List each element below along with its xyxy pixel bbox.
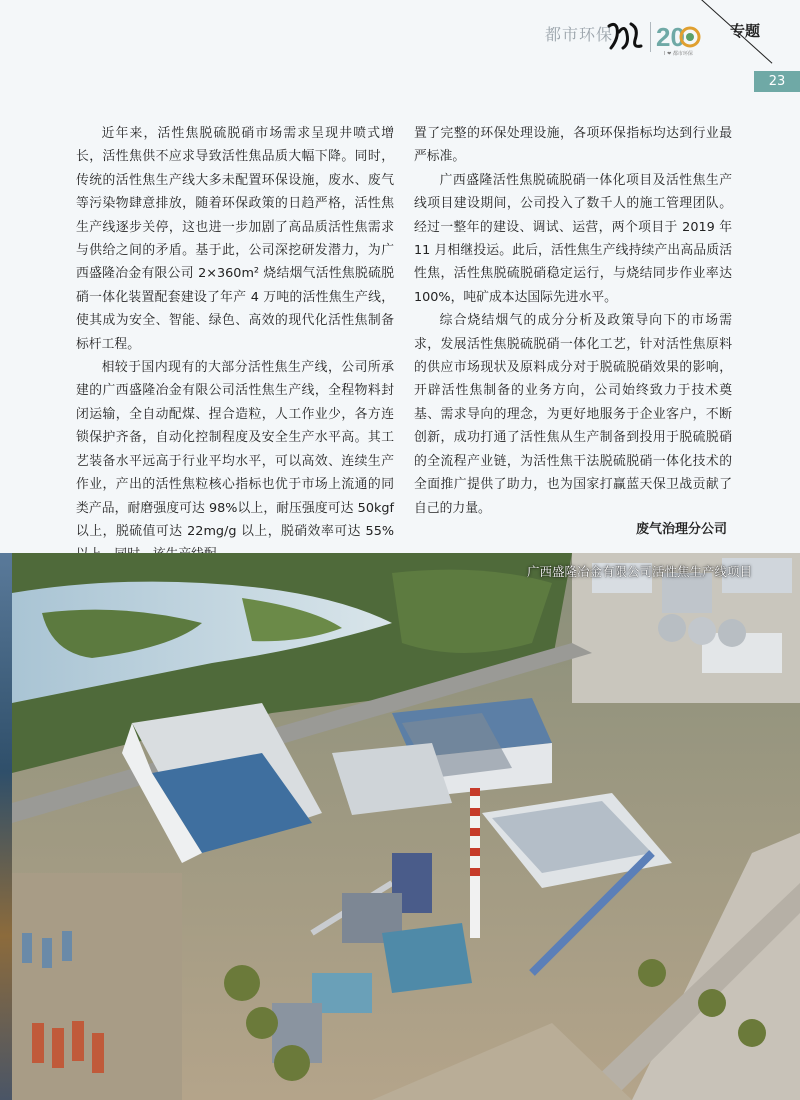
page-number: 23 [754, 71, 800, 92]
photo-caption: 广西盛隆冶金有限公司活性焦生产线项目 [526, 564, 752, 579]
article-paragraph: 广西盛隆活性焦脱硫脱硝一体化项目及活性焦生产线项目建设期间，公司投入了数千人的施工管理团队。经过一整年的建设、调试、运营，两个项目于 2019 年 11 月相继投运。此后，活性焦生产线持续产出高品质活性焦，活性焦脱硫脱硝稳定运行，与烧结同步作业率达 100%，吨矿成本达国际先进水平。 [414, 172, 732, 305]
article-left-column [76, 122, 394, 567]
brand-name: 都市环保 [545, 25, 614, 44]
article-paragraph: 近年来，活性焦脱硫脱硝市场需求呈现井喷式增长，活性焦供不应求导致活性焦品质大幅下降。同时，传统的活性焦生产线大多未配置环保设施，废水、废气等污染物肆意排放，随着环保政策的日趋严格，活性焦生产线逐步关停，这也进一步加剧了高品质活性焦需求与供给之间的矛盾。基于此，公司深挖研发潜力，为广西盛隆冶金有限公司 2×360m² 烧结烟气活性焦脱硫脱硝一体化装置配套建设了年产 4 万吨的活性焦生产线，使其成为安全、智能、绿色、高效的现代化活性焦制备标杆工程。 [76, 126, 394, 352]
article-paragraph: 置了完整的环保处理设施，各项环保指标均达到行业最严标准。 [414, 126, 732, 165]
article-paragraph: 综合烧结烟气的成分分析及政策导向下的市场需求，发展活性焦脱硫脱硝一体化工艺，针对活性焦原料的供应市场现状及原料成分对于脱硫脱硝效果的影响，开辟活性焦制备的业务方向，公司始终致力于技术奠基、需求导向的理念，为更好地服务于企业客户，不断创新，成功打通了活性焦从生产制备到投用于脱硫脱硝的全流程产业链，为活性焦干法脱硫脱硝一体化技术的全面推广提供了助力，也为国家打赢蓝天保卫战贡献了自己的力量。 [414, 313, 732, 516]
brand-calligraphy-logo [605, 18, 645, 52]
photo-edge-strip [0, 553, 12, 1100]
aerial-plant-photo [12, 553, 800, 1100]
article-paragraph: 相较于国内现有的大部分活性焦生产线，公司所承建的广西盛隆冶金有限公司活性焦生产线，全程物料封闭运输，全自动配煤、捏合造粒，人工作业少，各方连锁保护齐备，自动化控制程度及安全生产水平高。其工艺装备水平远高于行业平均水平，可以高效、连续生产作业，产出的活性焦粒核心指标也优于市场上流通的同类产品，耐磨强度可达 98%以上，耐压强度可达 50kgf 以上，脱硫值可达 22mg/g 以上，脱硝效率可达 55% [76, 360, 394, 539]
header-divider [650, 22, 651, 52]
aerial-photo-illustration [12, 553, 800, 1100]
article-signature: 废气治理分公司 [636, 522, 728, 537]
article-right-column [414, 122, 732, 520]
section-title: 专题 [730, 22, 761, 40]
anniversary-number: 20 [656, 22, 685, 52]
anniversary-caption: I ❤ 都市环保 [664, 51, 693, 57]
